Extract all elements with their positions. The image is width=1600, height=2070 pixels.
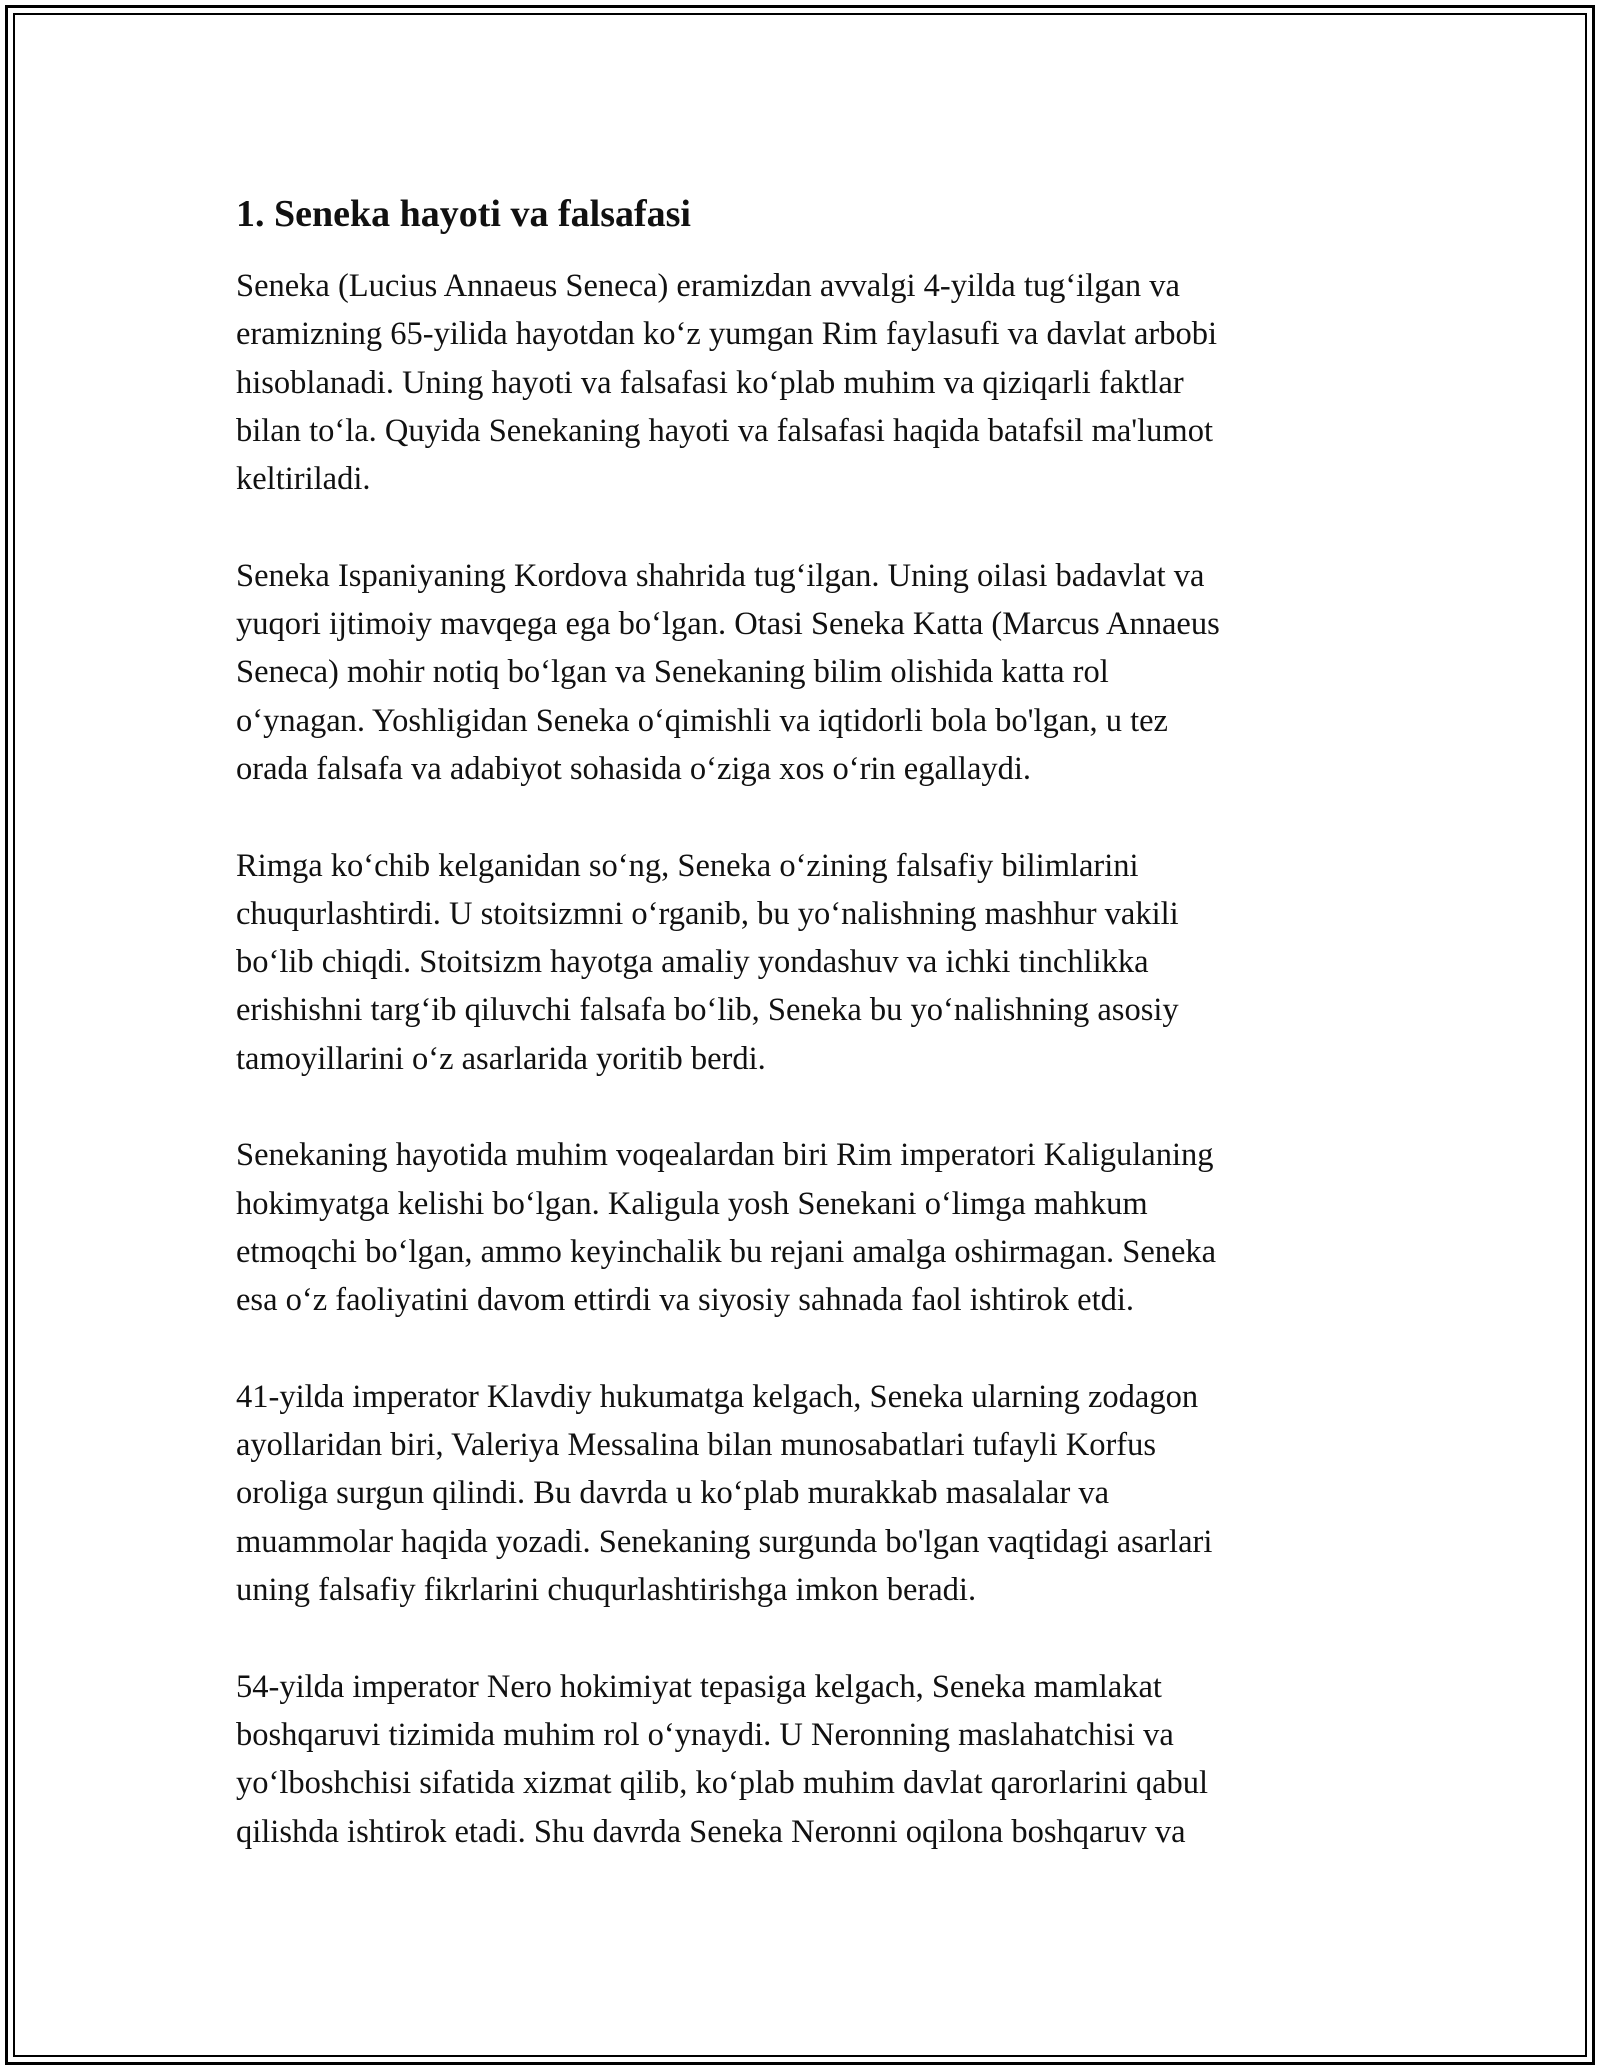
text-line: eramizning 65-yilida hayotdan ko‘z yumgan Rim faylasufi va davlat arbobi xyxy=(236,316,1218,353)
paragraph-intro xyxy=(236,262,1366,503)
text-line: Rimga ko‘chib kelganidan so‘ng, Seneka o‘zining falsafiy bilimlarini xyxy=(236,847,1139,884)
text-line: erishishni targ‘ib qiluvchi falsafa bo‘lib, Seneka bu yo‘nalishning asosiy xyxy=(236,992,1179,1029)
text-line: tamoyillarini o‘z asarlarida yoritib berdi. xyxy=(236,1040,766,1077)
text-line: hokimyatga kelishi bo‘lgan. Kaligula yosh Senekani o‘limga mahkum xyxy=(236,1185,1148,1222)
paragraph-origins xyxy=(236,552,1366,793)
paragraph-nero xyxy=(236,1663,1366,1856)
document-body xyxy=(236,186,1366,1904)
text-line: muammolar haqida yozadi. Senekaning surgunda bo'lgan vaqtidagi asarlari xyxy=(236,1523,1213,1560)
text-line: 54-yilda imperator Nero hokimiyat tepasiga kelgach, Seneka mamlakat xyxy=(236,1668,1162,1705)
text-line: keltiriladi. xyxy=(236,461,371,498)
text-line: ayollaridan biri, Valeriya Messalina bilan munosabatlari tufayli Korfus xyxy=(236,1427,1156,1464)
text-line: yo‘lboshchisi sifatida xizmat qilib, ko‘plab muhim davlat qarorlarini qabul xyxy=(236,1765,1209,1802)
text-line: bilan to‘la. Quyida Senekaning hayoti va falsafasi haqida batafsil ma'lumot xyxy=(236,412,1213,449)
text-line: hisoblanadi. Uning hayoti va falsafasi ko‘plab muhim va qiziqarli faktlar xyxy=(236,364,1184,401)
paragraph-caligula xyxy=(236,1131,1366,1324)
text-line: orada falsafa va adabiyot sohasida o‘ziga xos o‘rin egallaydi. xyxy=(236,750,1032,787)
text-line: Senekaning hayotida muhim voqealardan biri Rim imperatori Kaligulaning xyxy=(236,1137,1214,1174)
text-line: qilishda ishtirok etadi. Shu davrda Seneka Neronni oqilona boshqaruv va xyxy=(236,1813,1186,1850)
text-line: yuqori ijtimoiy mavqega ega bo‘lgan. Otasi Seneka Katta (Marcus Annaeus xyxy=(236,606,1220,643)
text-line: Seneka Ispaniyaning Kordova shahrida tug‘ilgan. Uning oilasi badavlat va xyxy=(236,557,1205,594)
text-line: oroliga surgun qilindi. Bu davrda u ko‘plab murakkab masalalar va xyxy=(236,1475,1110,1512)
text-line: esa o‘z faoliyatini davom ettirdi va siyosiy sahnada faol ishtirok etdi. xyxy=(236,1282,1135,1319)
text-line: 41-yilda imperator Klavdiy hukumatga kelgach, Seneka ularning zodagon xyxy=(236,1378,1199,1415)
text-line: bo‘lib chiqdi. Stoitsizm hayotga amaliy yondashuv va ichki tinchlikka xyxy=(236,944,1149,981)
text-line: o‘ynagan. Yoshligidan Seneka o‘qimishli va iqtidorli bola bo'lgan, u tez xyxy=(236,702,1168,739)
text-line: etmoqchi bo‘lgan, ammo keyinchalik bu rejani amalga oshirmagan. Seneka xyxy=(236,1233,1217,1270)
paragraph-stoicism xyxy=(236,842,1366,1083)
text-line: boshqaruvi tizimida muhim rol o‘ynaydi. U Neronning maslahatchisi va xyxy=(236,1716,1174,1753)
text-line: chuqurlashtirdi. U stoitsizmni o‘rganib, bu yo‘nalishning mashhur vakili xyxy=(236,895,1179,932)
text-line: Seneca) mohir notiq bo‘lgan va Senekaning bilim olishida katta rol xyxy=(236,654,1109,691)
section-heading: 1. Seneka hayoti va falsafasi xyxy=(236,193,691,235)
paragraph-exile xyxy=(236,1373,1366,1614)
text-line: uning falsafiy fikrlarini chuqurlashtirishga imkon beradi. xyxy=(236,1572,977,1609)
text-line: Seneka (Lucius Annaeus Seneca) eramizdan avvalgi 4-yilda tug‘ilgan va xyxy=(236,268,1180,304)
